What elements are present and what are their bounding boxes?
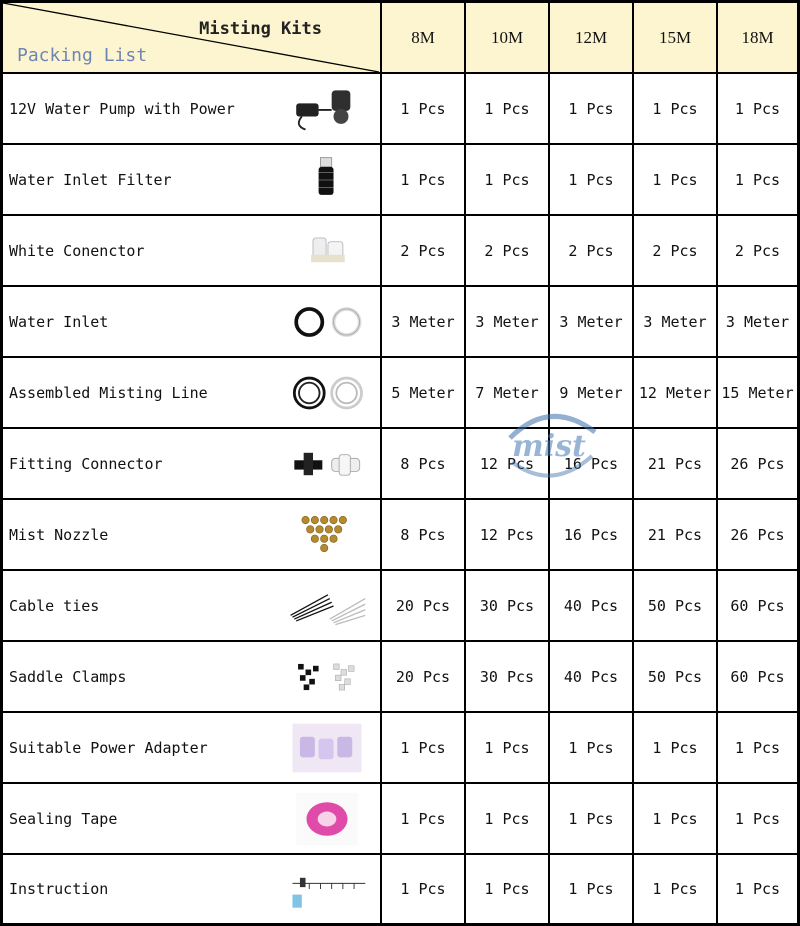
quantity-cell-12m: 16 Pcs xyxy=(550,500,632,569)
coiled-line-icon xyxy=(284,365,370,421)
quantity-cell-15m: 50 Pcs xyxy=(634,571,716,640)
quantity-cell-8m: 5 Meter xyxy=(382,358,464,427)
item-name-cell xyxy=(3,429,380,498)
item-name-cell xyxy=(3,216,380,285)
item-name-cell xyxy=(3,358,380,427)
quantity-cell-12m: 3 Meter xyxy=(550,287,632,356)
quantity-cell-18m: 1 Pcs xyxy=(718,713,797,782)
hose-rings-icon xyxy=(284,294,370,350)
fitting-connector-icon xyxy=(284,436,370,492)
quantity-cell-12m: 1 Pcs xyxy=(550,784,632,853)
quantity-cell-18m: 26 Pcs xyxy=(718,429,797,498)
quantity-cell-10m: 2 Pcs xyxy=(466,216,548,285)
item-name-cell xyxy=(3,145,380,214)
quantity-cell-12m: 16 Pcs xyxy=(550,429,632,498)
item-name-cell xyxy=(3,287,380,356)
quantity-cell-10m: 1 Pcs xyxy=(466,784,548,853)
item-name: Assembled Misting Line xyxy=(9,383,208,402)
column-header-15m: 15M xyxy=(634,3,716,72)
item-name: Suitable Power Adapter xyxy=(9,738,208,757)
item-name: Fitting Connector xyxy=(9,454,163,473)
header-corner-cell xyxy=(3,3,380,72)
quantity-cell-15m: 1 Pcs xyxy=(634,855,716,923)
item-name: Instruction xyxy=(9,880,109,898)
quantity-cell-15m: 1 Pcs xyxy=(634,145,716,214)
item-name: Water Inlet Filter xyxy=(9,170,172,189)
quantity-cell-10m: 1 Pcs xyxy=(466,74,548,143)
quantity-cell-15m: 1 Pcs xyxy=(634,713,716,782)
quantity-cell-8m: 1 Pcs xyxy=(382,74,464,143)
power-adapter-icon xyxy=(284,720,370,776)
quantity-cell-18m: 1 Pcs xyxy=(718,74,797,143)
item-name-cell xyxy=(3,784,380,853)
item-name: Sealing Tape xyxy=(9,809,118,828)
quantity-cell-18m: 1 Pcs xyxy=(718,855,797,923)
quantity-cell-15m: 2 Pcs xyxy=(634,216,716,285)
watermark-text: mist xyxy=(512,429,586,464)
quantity-cell-15m: 1 Pcs xyxy=(634,74,716,143)
instruction-diagram-icon xyxy=(284,861,370,917)
item-name-cell xyxy=(3,571,380,640)
item-name: Water Inlet xyxy=(9,312,109,331)
quantity-cell-15m: 50 Pcs xyxy=(634,642,716,711)
item-name: Saddle Clamps xyxy=(9,667,127,686)
item-name-cell xyxy=(3,74,380,143)
cable-ties-icon xyxy=(284,578,370,634)
item-name-cell xyxy=(3,500,380,569)
quantity-cell-8m: 20 Pcs xyxy=(382,571,464,640)
saddle-clamps-icon xyxy=(284,649,370,705)
column-header-10m: 10M xyxy=(466,3,548,72)
quantity-cell-10m: 12 Pcs xyxy=(466,500,548,569)
quantity-cell-18m: 15 Meter xyxy=(718,358,797,427)
quantity-cell-10m: 30 Pcs xyxy=(466,571,548,640)
quantity-cell-15m: 21 Pcs xyxy=(634,500,716,569)
quantity-cell-18m: 1 Pcs xyxy=(718,784,797,853)
quantity-cell-18m: 1 Pcs xyxy=(718,145,797,214)
quantity-cell-15m: 21 Pcs xyxy=(634,429,716,498)
item-name: 12V Water Pump with Power xyxy=(9,99,235,118)
item-name-cell xyxy=(3,713,380,782)
packing-list-label: Packing List xyxy=(17,45,148,66)
quantity-cell-18m: 26 Pcs xyxy=(718,500,797,569)
column-header-8m: 8M xyxy=(382,3,464,72)
quantity-cell-18m: 60 Pcs xyxy=(718,571,797,640)
filter-icon xyxy=(284,152,370,208)
quantity-cell-8m: 1 Pcs xyxy=(382,713,464,782)
item-name-cell xyxy=(3,855,380,923)
water-pump-icon xyxy=(284,81,370,137)
quantity-cell-15m: 12 Meter xyxy=(634,358,716,427)
item-name: Mist Nozzle xyxy=(9,525,109,544)
white-connector-icon xyxy=(284,223,370,279)
quantity-cell-12m: 40 Pcs xyxy=(550,642,632,711)
quantity-cell-8m: 1 Pcs xyxy=(382,855,464,923)
quantity-cell-10m: 30 Pcs xyxy=(466,642,548,711)
brass-nozzles-icon xyxy=(284,507,370,563)
column-header-18m: 18M xyxy=(718,3,797,72)
quantity-cell-8m: 3 Meter xyxy=(382,287,464,356)
quantity-cell-10m: 1 Pcs xyxy=(466,855,548,923)
quantity-cell-8m: 20 Pcs xyxy=(382,642,464,711)
quantity-cell-12m: 40 Pcs xyxy=(550,571,632,640)
item-name: White Conenctor xyxy=(9,241,145,260)
quantity-cell-18m: 60 Pcs xyxy=(718,642,797,711)
quantity-cell-10m: 3 Meter xyxy=(466,287,548,356)
quantity-cell-12m: 1 Pcs xyxy=(550,855,632,923)
quantity-cell-12m: 1 Pcs xyxy=(550,145,632,214)
quantity-cell-12m: 1 Pcs xyxy=(550,74,632,143)
column-header-12m: 12M xyxy=(550,3,632,72)
quantity-cell-15m: 1 Pcs xyxy=(634,784,716,853)
quantity-cell-8m: 2 Pcs xyxy=(382,216,464,285)
quantity-cell-8m: 1 Pcs xyxy=(382,784,464,853)
quantity-cell-8m: 1 Pcs xyxy=(382,145,464,214)
quantity-cell-10m: 1 Pcs xyxy=(466,713,548,782)
quantity-cell-18m: 3 Meter xyxy=(718,287,797,356)
item-name-cell xyxy=(3,642,380,711)
quantity-cell-8m: 8 Pcs xyxy=(382,500,464,569)
quantity-cell-12m: 9 Meter xyxy=(550,358,632,427)
quantity-cell-8m: 8 Pcs xyxy=(382,429,464,498)
sealing-tape-icon xyxy=(284,791,370,847)
quantity-cell-15m: 3 Meter xyxy=(634,287,716,356)
quantity-cell-10m: 1 Pcs xyxy=(466,145,548,214)
quantity-cell-10m: 12 Pcs xyxy=(466,429,548,498)
quantity-cell-10m: 7 Meter xyxy=(466,358,548,427)
quantity-cell-12m: 1 Pcs xyxy=(550,713,632,782)
quantity-cell-12m: 2 Pcs xyxy=(550,216,632,285)
item-name: Cable ties xyxy=(9,596,100,615)
quantity-cell-18m: 2 Pcs xyxy=(718,216,797,285)
misting-kits-label: Misting Kits xyxy=(199,19,322,39)
